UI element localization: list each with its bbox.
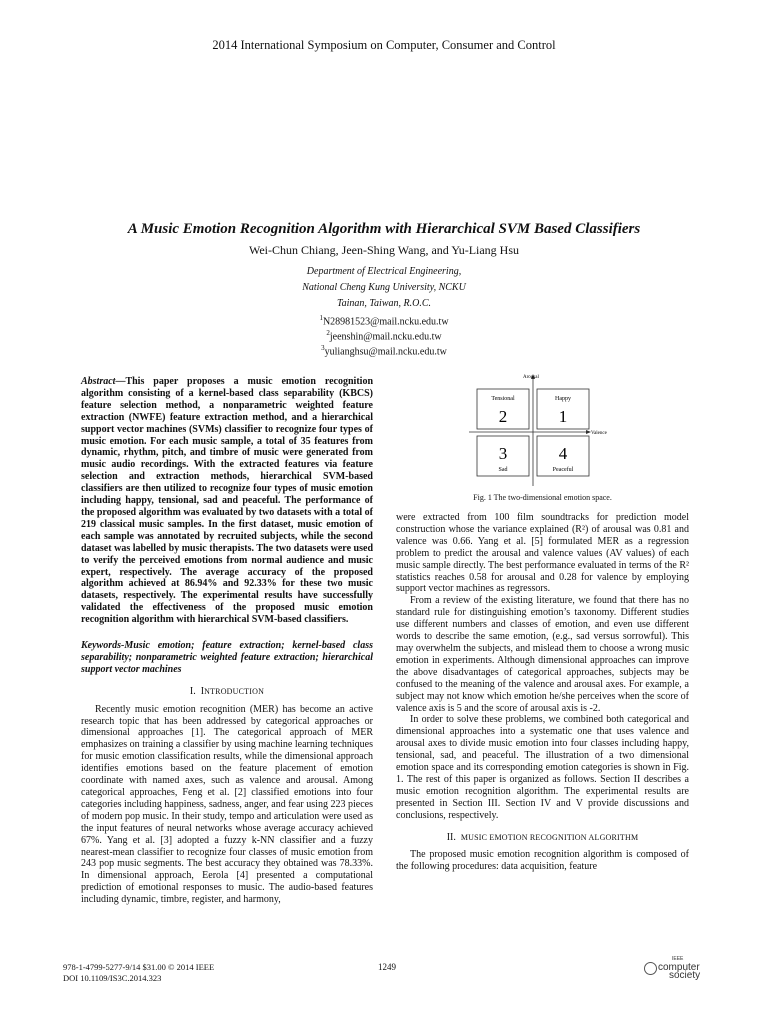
intro-paragraph-1: Recently music emotion recognition (MER) has become an active research topic that has been addressed by categorical approaches or dimensional approaches [1]. The categorical approach of MER emphasizes on training a classifier by using machine learning techniques for music emotion classification results, while the dimensional approach identifies emotions based on the feature placement of emotion coordinate with named axes, such as valence and arousal. Among categorical approaches, Feng et al. [2] classified emotions into four categories including happiness, sadness, anger, and fear using 223 pieces of modern pop music. In their study, tempo and articulation were used as the input features of neural networks whose average accuracy achieved 67%. Yang et al. [3] adopted a fuzzy k-NN classifier and a fuzzy nearest-mean classifier to recognize four classes of music emotion from 243 pop music segments. The best accuracy they obtained was 78.33%. In dimensional approach, Eerola [4] presented a computational prediction of emotional responses to music. The audio-based features including dynamic, timbre, register, and harmony, <box>81 703 373 906</box>
right-column <box>396 512 689 873</box>
section-heading-introduction <box>81 686 373 698</box>
affiliation-university: National Cheng Kung University, NCKU <box>302 282 466 293</box>
sec1-num: I. <box>189 685 196 697</box>
abstract-label: Abstract <box>81 376 116 387</box>
affiliation-dept: Department of Electrical Engineering, <box>306 266 462 277</box>
footer-doi[interactable]: DOI 10.1109/IS3C.2014.323 <box>63 973 162 983</box>
paper-authors: Wei-Chun Chiang, Jeen-Shing Wang, and Yu-Liang Hsu <box>248 243 520 257</box>
intro-paragraph-4: In order to solve these problems, we combined both categorical and dimensional approaches into a systematic one that uses valence and arousal axes to divide music emotion into four classes including happy, tensional, sad, and peaceful. The illustration of a two dimensional emotion space and its corresponding emotion categories is shown in Fig. 1. The rest of this paper is organized as follows. Section II describes a music emotion recognition algorithm. The experimental results are presented in Section III. Section IV and V provide discussions and conclusions, respectively. <box>396 714 689 821</box>
logo-ieee-text: IEEE <box>672 956 684 962</box>
figure-caption: Fig. 1 The two-dimensional emotion space. <box>473 493 612 502</box>
keywords: Keywords-Music emotion; feature extraction; kernel-based class separability; nonparametric weighted feature extraction; hierarchical support vector machines <box>81 640 373 675</box>
quadrant-happy-label: Happy <box>555 396 571 402</box>
quadrant-happy-num: 1 <box>558 407 568 426</box>
quadrant-peaceful-num: 4 <box>558 444 568 463</box>
email-sup-3: 3 <box>321 344 325 352</box>
affiliation-location: Tainan, Taiwan, R.O.C. <box>336 298 431 309</box>
sec2-num: II. <box>446 831 456 843</box>
abstract <box>81 376 373 626</box>
quadrant-sad-label: Sad <box>498 467 508 473</box>
email-sup-1: 1 <box>319 314 323 322</box>
email-3-text: yulianghsu@mail.ncku.edu.tw <box>324 346 447 358</box>
footer-info <box>63 962 214 984</box>
email-1[interactable] <box>0 314 768 327</box>
algorithm-paragraph-1: The proposed music emotion recognition algorithm is composed of the following procedures: data acquisition, feature <box>396 849 689 873</box>
globe-icon <box>644 962 657 975</box>
left-column <box>81 376 373 906</box>
email-3[interactable] <box>0 344 768 357</box>
intro-paragraph-2: were extracted from 100 film soundtracks for prediction model construction whose the variance explained (R²) of arousal was 0.81 and valence was 0.66. Yang et al. [5] formulated MER as a regression problem to predict the arousal and valence values (AV values) of each music sample directly. The best performance evaluated in terms of the R² statistics reaches 0.58 for arousal and 0.28 for valence by employing support vector machines as regressors. <box>396 512 689 595</box>
sec1-initial: I <box>200 685 205 697</box>
arousal-label: Arousal <box>523 375 539 380</box>
quadrant-sad-num: 3 <box>498 444 508 463</box>
section-heading-algorithm <box>396 832 689 844</box>
footer-isbn: 978-1-4799-5277-9/14 $31.00 © 2014 IEEE <box>63 962 215 972</box>
quadrant-peaceful-label: Peaceful <box>552 467 574 473</box>
logo-computer-text: computer <box>658 962 700 973</box>
quadrant-tensional-num: 2 <box>498 407 508 426</box>
page-number: 1249 <box>378 962 396 972</box>
abstract-text: —This paper proposes a music emotion recognition algorithm consisting of a kernel-based class separability (KBCS) feature selection method, a nonparametric weighted feature extraction (NWFE) feature extraction method, and a hierarchical support vector machines (SVMs) classifier to recognize four types of music emotion. For each music sample, a total of 35 features from dynamic, rhythm, pitch, and timbre of music were generated from music audio recordings. With the extracted features via feature selection and extraction methods, hierarchical SVM-based classifiers are then utilized to recognize four types of music emotion including happy, tensional, sad and peaceful. The performance of the proposed algorithm was evaluated by two datasets with a total of 219 classical music samples. In the first dataset, music emotion of each sample was annotated by recruited subjects, while the second dataset was labelled by music therapists. The two datasets were used to verify the perceived emotions from normal audience and music expert, respectively. The average accuracy of the proposed algorithm achieved at 86.94% and 92.33% for these two music datasets, respectively. The experimental results have successfully validated the effectiveness of the proposed music emotion recognition algorithm with hierarchical SVM-based classifiers. <box>81 376 373 626</box>
ieee-computer-society-logo <box>644 956 714 982</box>
conference-header: 2014 International Symposium on Computer, Consumer and Control <box>212 38 556 52</box>
sec1-rest: NTRODUCTION <box>204 686 265 696</box>
paper-title: A Music Emotion Recognition Algorithm with Hierarchical SVM Based Classifiers <box>127 221 641 237</box>
email-2-text: jeenshin@mail.ncku.edu.tw <box>329 331 442 343</box>
email-2[interactable] <box>0 329 768 342</box>
email-1-text: N28981523@mail.ncku.edu.tw <box>322 316 449 328</box>
valence-label: Valence <box>591 431 607 436</box>
logo-society-text: society <box>669 970 701 981</box>
intro-paragraph-3: From a review of the existing literature, we found that there has no standard rule for distinguishing emotion’s taxonomy. Different studies use different numbers and classes of emotion, and even use different words to describe the same emotion, (e.g., sad versus sorrowful). This may overwhelm the subjects, and mislead them to choose a wrong music emotion in experiments. Although dimensional approaches can improve the above disadvantages of categorical approaches, subjects may be confused to the meaning of the valence and arousal axes. For example, a subject may not know which emotion he/she perceives when the score of valence axis is 5 and the score of arousal axis is -2. <box>396 595 689 714</box>
emotion-space-figure <box>463 370 623 492</box>
quadrant-tensional-label: Tensional <box>491 396 515 402</box>
sec2-title: MUSIC EMOTION RECOGNITION ALGORITHM <box>460 832 639 842</box>
email-sup-2: 2 <box>326 329 330 337</box>
